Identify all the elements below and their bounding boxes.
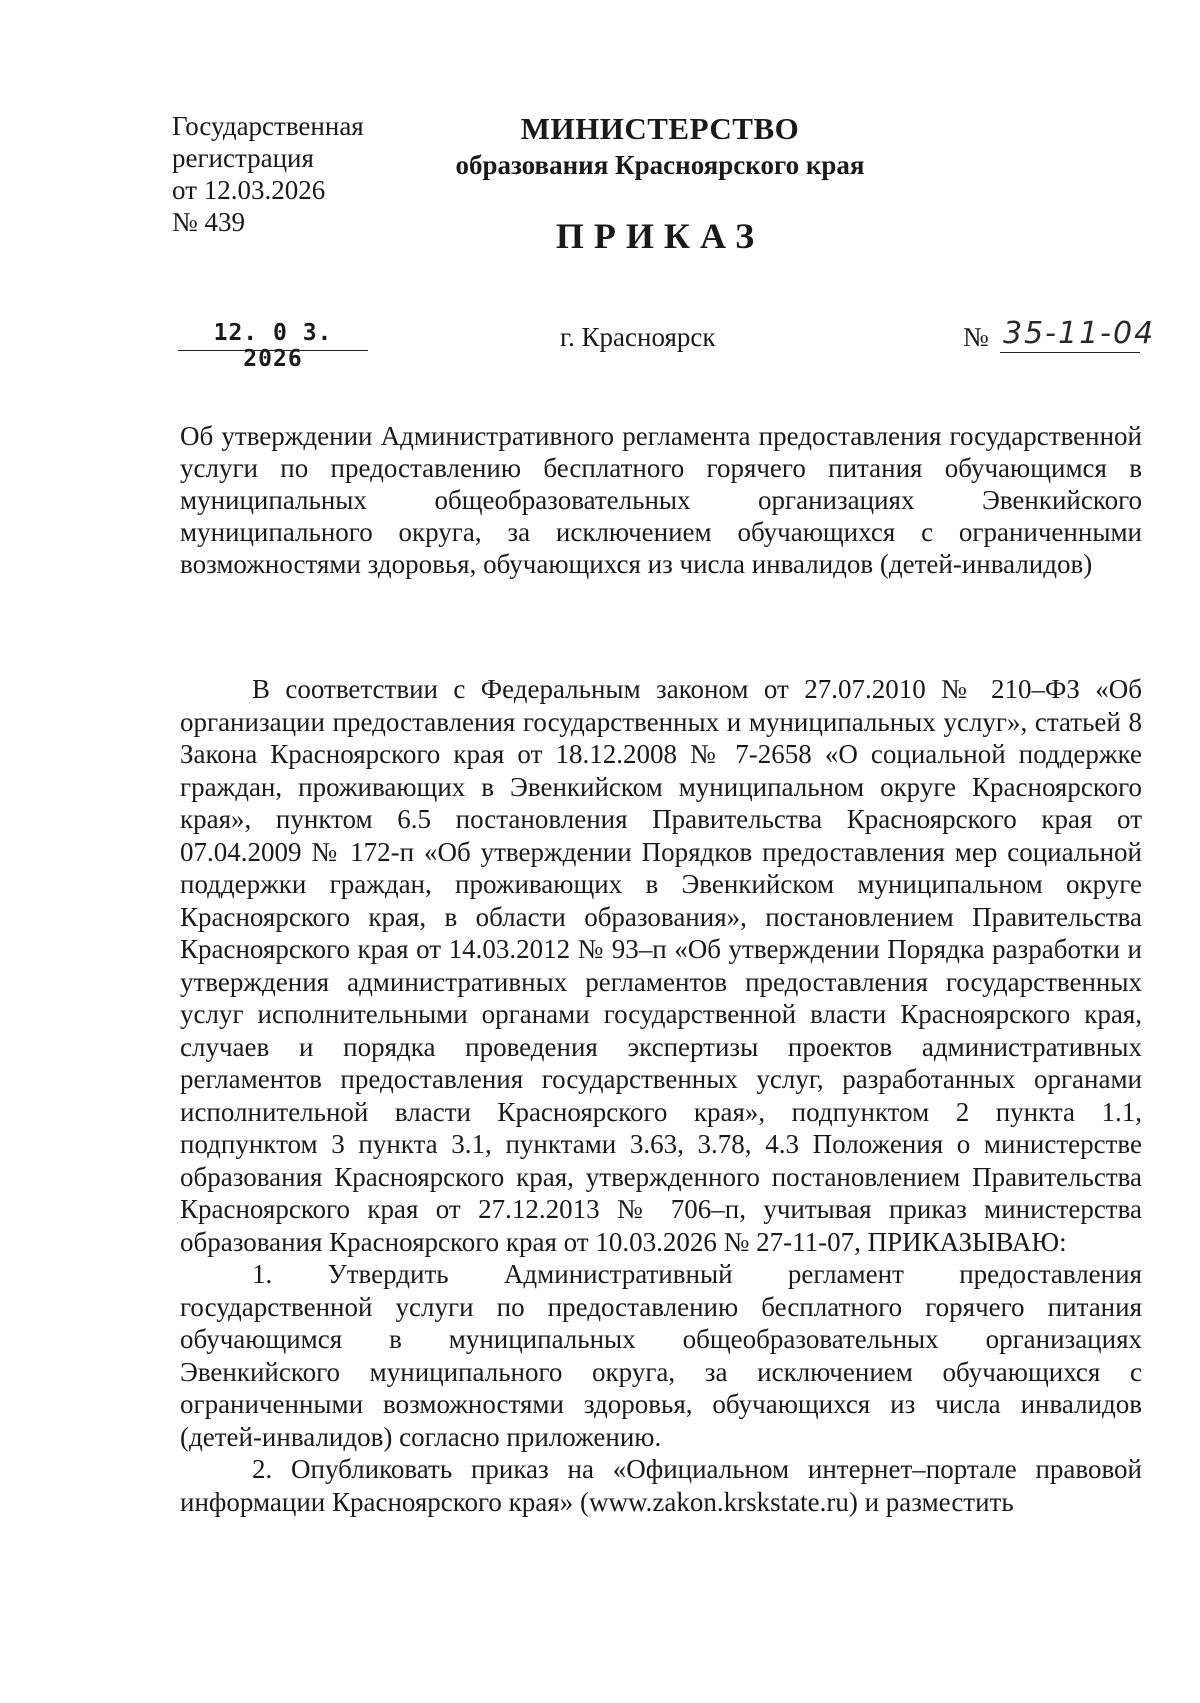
registration-line: Государственная — [172, 111, 364, 141]
registration-date: от 12.03.2026 — [172, 175, 326, 205]
document-body — [180, 673, 1142, 1518]
ministry-subtitle: образования Красноярского края — [455, 150, 865, 180]
order-number-handwritten: 35-11-04 — [1003, 316, 1156, 351]
date-underline — [178, 350, 368, 351]
ministry-header — [400, 110, 920, 182]
document-title: Об утверждении Административного регламента предоставления государственной услуги по предоставлению бесплатного горячего питания обучающимся в муниципальных общеобразовательных организациях Эвенкийского муниципального округа, за исключением обучающихся с ограниченными возможностями здоровья, обучающихся из числа инвалидов (детей-инвалидов) — [180, 421, 1142, 579]
registration-line: регистрация — [172, 143, 314, 173]
registration-stamp — [172, 110, 412, 238]
order-date: 12. 0 3. 2026 — [213, 320, 333, 372]
number-sign: № — [963, 322, 989, 352]
preamble-paragraph: В соответствии с Федеральным законом от 27.07.2010 № 210–ФЗ «Об организации предоставления государственных и муниципальных услуг», статьей 8 Закона Красноярского края от 18.12.2008 № 7-2658 «О социальной поддержке граждан, проживающих в Эвенкийском муниципальном округе Красноярского края», пунктом 6.5 постановления Правительства Красноярского края от 07.04.2009 № 172-п «Об утверждении Порядков предоставления мер социальной поддержки граждан, проживающих в Эвенкийском муниципальном округе Красноярского края, в области образования», постановлением Правительства Красноярского края от 14.03.2012 № 93–п «Об утверждении Порядка разработки и утверждения административных регламентов предоставления государственных услуг исполнительными органами государственной власти Красноярского края, случаев и порядка проведения экспертизы проектов административных регламентов предоставления государственных услуг, разработанных органами исполнительной власти Красноярского края», подпунктом 2 пункта 1.1, подпунктом 3 пункта 3.1, пунктами 3.63, 3.78, 4.3 Положения о министерстве образования Красноярского края, утвержденного постановлением Правительства Красноярского края от 27.12.2013 № 706–п, учитывая приказ министерства образования Красноярского края от 10.03.2026 № 27-11-07, ПРИКАЗЫВАЮ: — [180, 674, 1142, 1257]
registration-number: № 439 — [172, 207, 246, 237]
item-1-paragraph: 1. Утвердить Административный регламент предоставления государственной услуги по предоставлению бесплатного горячего питания обучающимся в муниципальных общеобразовательных организациях Эвенкийского муниципального округа, за исключением обучающихся с ограниченными возможностями здоровья, обучающихся из числа инвалидов (детей-инвалидов) согласно приложению. — [180, 1259, 1142, 1452]
document-type-heading: ПРИКАЗ — [555, 216, 765, 256]
item-2-paragraph: 2. Опубликовать приказ на «Официальном интернет–портале правовой информации Красноярского края» (www.zakon.krskstate.ru) и разместить — [180, 1454, 1142, 1517]
ministry-title: МИНИСТЕРСТВО — [520, 111, 800, 146]
city-label: г. Красноярск — [560, 322, 716, 352]
number-underline — [1000, 352, 1140, 353]
